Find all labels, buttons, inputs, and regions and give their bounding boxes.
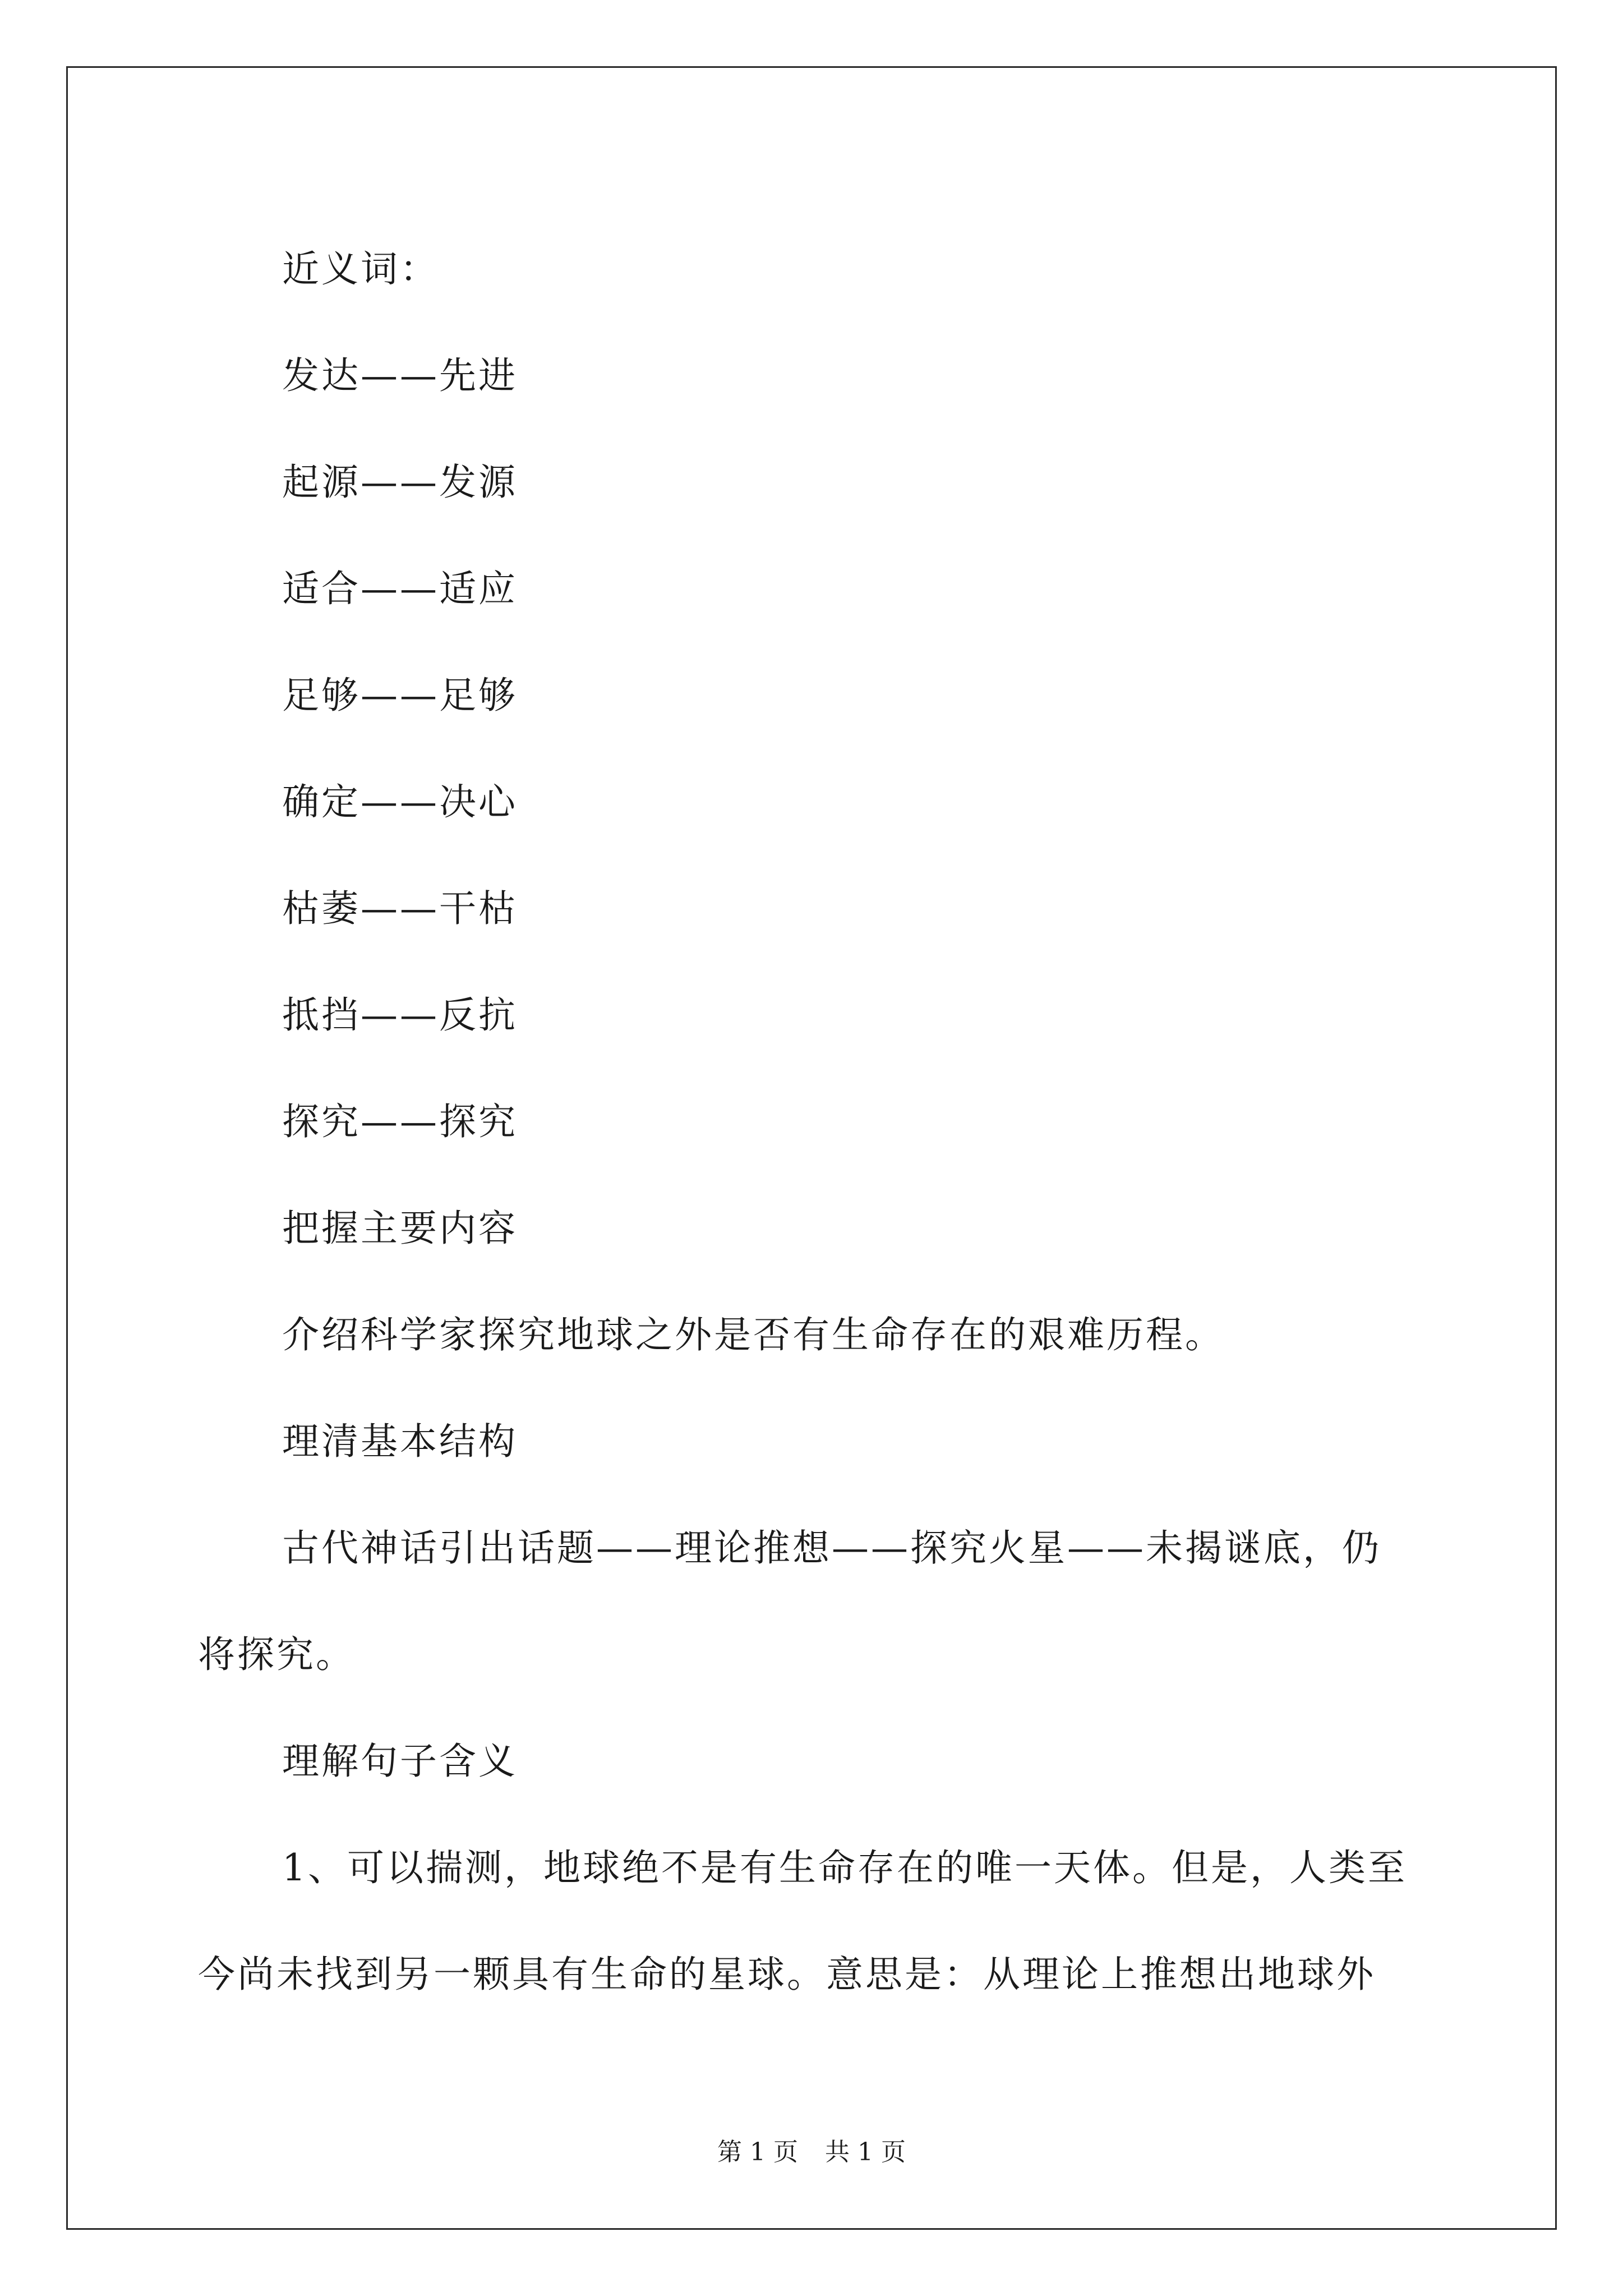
paragraph-structure-line-1: 古代神话引出话题——理论推想——探究火星——未揭谜底，仍 bbox=[282, 1526, 1381, 1570]
paragraph-sentence-line-2: 今尚未找到另一颗具有生命的星球。意思是：从理论上推想出地球外 bbox=[198, 1953, 1376, 1996]
paragraph-synonym-pair: 探究——探究 bbox=[282, 1100, 518, 1143]
paragraph-synonym-pair: 起源——发源 bbox=[282, 461, 518, 504]
paragraph-synonym-pair: 抵挡——反抗 bbox=[282, 993, 518, 1037]
paragraph-main-content: 介绍科学家探究地球之外是否有生命存在的艰难历程。 bbox=[282, 1313, 1224, 1356]
document-body bbox=[198, 216, 1432, 2028]
paragraph-synonym-pair: 枯萎——干枯 bbox=[282, 887, 518, 930]
section-heading-structure: 理清基本结构 bbox=[282, 1420, 518, 1463]
paragraph-synonym-pair: 发达——先进 bbox=[282, 354, 518, 397]
section-heading-main-content: 把握主要内容 bbox=[282, 1207, 518, 1250]
page-total: 共 1 页 bbox=[825, 2138, 906, 2166]
section-heading-sentence-meaning: 理解句子含义 bbox=[282, 1740, 518, 1783]
paragraph-structure-line-2: 将探究。 bbox=[198, 1633, 355, 1676]
paragraph-synonyms-heading: 近义词： bbox=[282, 247, 439, 291]
paragraph-synonym-pair: 确定——决心 bbox=[282, 780, 518, 823]
paragraph-synonym-pair: 适合——适应 bbox=[282, 567, 518, 610]
page-footer bbox=[0, 2132, 1623, 2168]
page-number: 第 1 页 bbox=[717, 2138, 798, 2166]
paragraph-sentence-line-1: 1、可以揣测，地球绝不是有生命存在的唯一天体。但是，人类至 bbox=[282, 1846, 1407, 1889]
paragraph-synonym-pair: 足够——足够 bbox=[282, 674, 518, 717]
